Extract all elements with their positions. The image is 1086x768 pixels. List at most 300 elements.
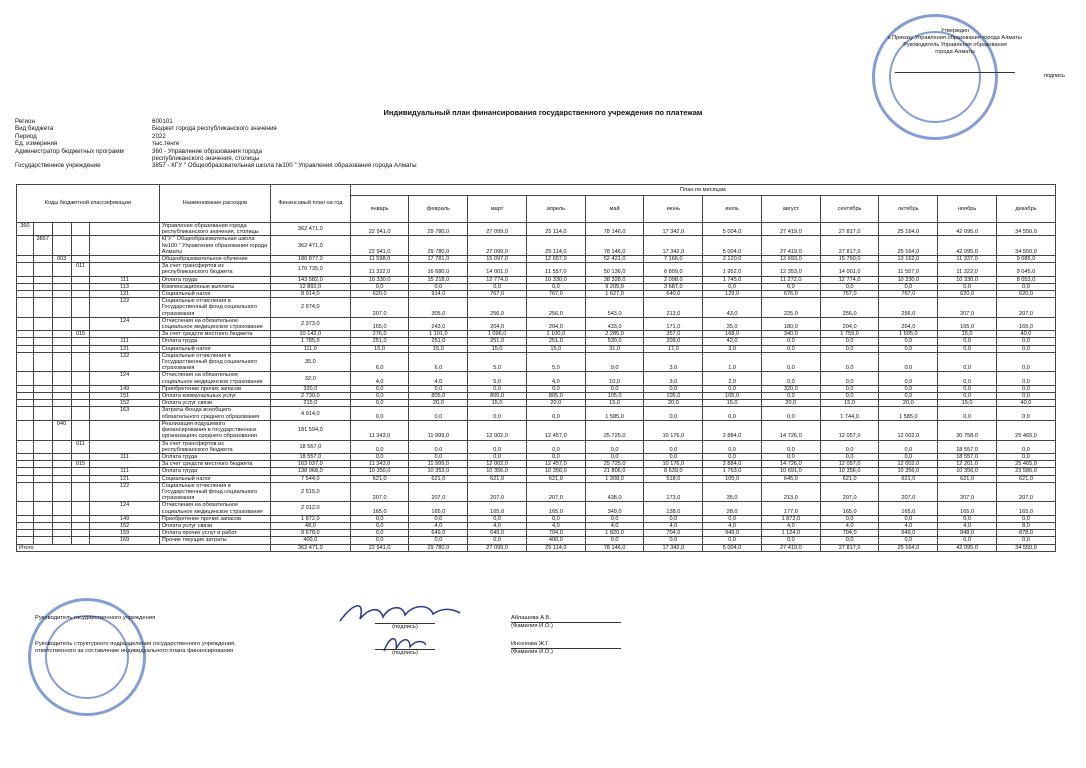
month-value-cell: 12 002,0 bbox=[468, 461, 527, 468]
month-value-cell: 0,0 bbox=[350, 400, 409, 407]
month-value-cell: 0,0 bbox=[879, 440, 938, 453]
annual-cell: 400,0 bbox=[270, 537, 350, 544]
expense-name-cell: Прочие текущие затраты bbox=[159, 537, 270, 544]
expense-name-cell: Социальные отчисления в Государственный фонд социального страхования bbox=[159, 298, 270, 318]
month-value-cell: 251,0 bbox=[526, 338, 585, 345]
code-cell bbox=[71, 298, 90, 318]
month-value-cell: 207,0 bbox=[409, 482, 468, 502]
month-value-cell: 0,0 bbox=[350, 453, 409, 460]
month-value-cell: 11 272,0 bbox=[761, 276, 820, 283]
annual-cell: 48,0 bbox=[270, 522, 350, 529]
expense-name-cell: Оплата труда bbox=[159, 453, 270, 460]
code-cell bbox=[33, 515, 52, 522]
expense-name-cell: Социальный налог bbox=[159, 475, 270, 482]
month-value-cell: 0,0 bbox=[526, 453, 585, 460]
month-value-cell: 0,0 bbox=[820, 352, 879, 372]
month-value-cell: 10 356,0 bbox=[879, 468, 938, 475]
code-cell bbox=[52, 530, 71, 537]
table-row bbox=[17, 482, 1056, 502]
month-value-cell: 0,0 bbox=[761, 393, 820, 400]
month-value-cell: 17,0 bbox=[644, 345, 703, 352]
code-cell bbox=[52, 317, 71, 330]
month-value-cell: 11 343,0 bbox=[350, 461, 409, 468]
header-month: декабрь bbox=[996, 196, 1055, 223]
meta-label: Регион bbox=[15, 118, 35, 125]
expense-name-cell: Оплата услуг связи bbox=[159, 522, 270, 529]
month-value-cell: 767,0 bbox=[820, 291, 879, 298]
month-value-cell: 676,0 bbox=[761, 291, 820, 298]
code-cell: 011 bbox=[71, 263, 90, 276]
annual-cell: 1 872,0 bbox=[270, 515, 350, 522]
month-value-cell: 0,0 bbox=[350, 283, 409, 290]
month-value-cell: 15 218,0 bbox=[409, 276, 468, 283]
month-value-cell: 105,0 bbox=[703, 393, 762, 400]
month-value-cell: 129,0 bbox=[703, 291, 762, 298]
month-value-cell: 0,0 bbox=[703, 385, 762, 392]
month-value-cell: 848,0 bbox=[938, 530, 997, 537]
month-value-cell: 0,0 bbox=[820, 372, 879, 385]
annual-cell: 163 037,0 bbox=[270, 461, 350, 468]
month-value-cell: 0,0 bbox=[761, 537, 820, 544]
month-value-cell: 17 342,0 bbox=[644, 223, 703, 236]
header-month: август bbox=[761, 196, 820, 223]
month-value-cell: 207,0 bbox=[996, 482, 1055, 502]
code-cell bbox=[17, 236, 34, 256]
month-value-cell: 25 114,0 bbox=[526, 223, 585, 236]
expense-name-cell: КГУ " Общеобразовательная школа №100 " Управления образования города Алматы bbox=[159, 236, 270, 256]
code-cell bbox=[33, 385, 52, 392]
month-value-cell: 0,0 bbox=[350, 385, 409, 392]
expense-name-cell: Компенсационные выплаты bbox=[159, 283, 270, 290]
code-cell: 111 bbox=[90, 338, 159, 345]
month-value-cell: 165,0 bbox=[409, 502, 468, 515]
month-value-cell: 42,0 bbox=[703, 338, 762, 345]
month-value-cell: 15,0 bbox=[468, 400, 527, 407]
month-value-cell: 767,0 bbox=[526, 291, 585, 298]
month-value-cell: 0,0 bbox=[644, 385, 703, 392]
month-value-cell: 209,0 bbox=[644, 338, 703, 345]
month-value-cell: 18 557,0 bbox=[938, 440, 997, 453]
month-value-cell: 0,0 bbox=[409, 537, 468, 544]
month-value-cell: 0,0 bbox=[703, 453, 762, 460]
month-value-cell: 7 166,0 bbox=[644, 256, 703, 263]
expense-name-cell: Управление образования города республиканского значения, столицы bbox=[159, 223, 270, 236]
month-value-cell: 2 120,0 bbox=[703, 256, 762, 263]
month-value-cell: 15 760,0 bbox=[820, 256, 879, 263]
total-month-cell: 17 342,0 bbox=[644, 544, 703, 551]
annual-cell: 2 515,0 bbox=[270, 482, 350, 502]
total-annual-cell: 362 471,0 bbox=[270, 544, 350, 551]
month-value-cell: 20,0 bbox=[526, 400, 585, 407]
month-value-cell: 23 586,0 bbox=[996, 468, 1055, 475]
month-value-cell: 0,0 bbox=[585, 515, 644, 522]
month-value-cell: 949,0 bbox=[703, 530, 762, 537]
code-cell bbox=[17, 482, 34, 502]
month-value-cell: 704,0 bbox=[526, 530, 585, 537]
month-value-cell: 3,0 bbox=[644, 352, 703, 372]
meta-value: тыс.тенге bbox=[152, 140, 180, 148]
month-value-cell: 0,0 bbox=[526, 407, 585, 420]
month-value-cell: 180,0 bbox=[761, 317, 820, 330]
annual-cell: 7 544,0 bbox=[270, 475, 350, 482]
month-value-cell: 12 057,0 bbox=[820, 420, 879, 440]
month-value-cell: 914,0 bbox=[409, 291, 468, 298]
document-meta bbox=[15, 118, 417, 170]
month-value-cell: 6 809,0 bbox=[644, 263, 703, 276]
annual-cell: 18 557,0 bbox=[270, 440, 350, 453]
code-cell bbox=[17, 385, 34, 392]
month-value-cell: 0,0 bbox=[644, 515, 703, 522]
signature-row bbox=[35, 613, 675, 639]
signature-area bbox=[35, 613, 675, 665]
code-cell: 003 bbox=[52, 256, 71, 263]
code-cell bbox=[33, 440, 52, 453]
code-cell: 149 bbox=[90, 385, 159, 392]
month-value-cell: 0,0 bbox=[644, 537, 703, 544]
code-cell bbox=[33, 482, 52, 502]
month-value-cell: 0,0 bbox=[761, 338, 820, 345]
month-value-cell: 17 342,0 bbox=[644, 236, 703, 256]
month-value-cell: 29 780,0 bbox=[409, 223, 468, 236]
month-value-cell: 0,0 bbox=[879, 338, 938, 345]
month-value-cell: 621,0 bbox=[350, 475, 409, 482]
month-value-cell: 165,0 bbox=[996, 502, 1055, 515]
month-value-cell: 0,0 bbox=[879, 283, 938, 290]
annual-cell: 18 557,0 bbox=[270, 453, 350, 460]
code-cell bbox=[71, 393, 90, 400]
header-month: ноябрь bbox=[938, 196, 997, 223]
code-cell bbox=[71, 482, 90, 502]
month-value-cell: 0,0 bbox=[703, 407, 762, 420]
month-value-cell: 2,0 bbox=[703, 372, 762, 385]
code-cell: 122 bbox=[90, 298, 159, 318]
month-value-cell: 767,0 bbox=[468, 291, 527, 298]
code-cell bbox=[33, 468, 52, 475]
code-cell bbox=[52, 407, 71, 420]
month-value-cell: 1 308,0 bbox=[585, 475, 644, 482]
signature-caption: (подпись) bbox=[375, 649, 435, 657]
month-value-cell: 649,0 bbox=[468, 530, 527, 537]
month-value-cell: 0,0 bbox=[879, 372, 938, 385]
month-value-cell: 4,0 bbox=[409, 522, 468, 529]
month-value-cell: 0,0 bbox=[468, 515, 527, 522]
table-row bbox=[17, 291, 1056, 298]
month-value-cell: 27 817,0 bbox=[820, 223, 879, 236]
code-cell bbox=[33, 453, 52, 460]
code-cell bbox=[90, 263, 159, 276]
month-value-cell: 207,0 bbox=[879, 482, 938, 502]
month-value-cell: 9 205,0 bbox=[585, 283, 644, 290]
code-cell bbox=[71, 515, 90, 522]
code-cell: 015 bbox=[71, 331, 90, 338]
code-cell bbox=[52, 468, 71, 475]
expense-name-cell: Социальный налог bbox=[159, 291, 270, 298]
code-cell bbox=[17, 453, 34, 460]
month-value-cell: 204,0 bbox=[879, 317, 938, 330]
meta-row-period bbox=[15, 133, 417, 140]
total-month-cell: 22 941,0 bbox=[350, 544, 409, 551]
month-value-cell: 256,0 bbox=[526, 298, 585, 318]
annual-cell: 362 471,0 bbox=[270, 223, 350, 236]
month-value-cell: 0,0 bbox=[761, 283, 820, 290]
month-value-cell: 251,0 bbox=[409, 338, 468, 345]
code-cell bbox=[17, 393, 34, 400]
expense-name-cell: Отчисления на обязательное социальное медицинское страхование bbox=[159, 317, 270, 330]
month-value-cell: 10 356,0 bbox=[820, 468, 879, 475]
expense-name-cell: Оплата труда bbox=[159, 276, 270, 283]
month-value-cell: 0,0 bbox=[761, 407, 820, 420]
annual-cell: 35,0 bbox=[270, 352, 350, 372]
code-cell: 122 bbox=[90, 482, 159, 502]
header-month: январь bbox=[350, 196, 409, 223]
month-value-cell: 20,0 bbox=[879, 400, 938, 407]
code-cell bbox=[17, 317, 34, 330]
month-value-cell: 105,0 bbox=[703, 475, 762, 482]
month-value-cell: 12 002,0 bbox=[468, 420, 527, 440]
month-value-cell: 649,0 bbox=[879, 530, 938, 537]
month-value-cell: 0,0 bbox=[938, 407, 997, 420]
expense-name-cell: Социальные отчисления в Государственный фонд социального страхования bbox=[159, 482, 270, 502]
month-value-cell: 12 693,0 bbox=[761, 256, 820, 263]
total-month-cell: 27 817,0 bbox=[820, 544, 879, 551]
table-row bbox=[17, 338, 1056, 345]
month-value-cell: 11 598,0 bbox=[350, 256, 409, 263]
total-month-cell: 27 419,0 bbox=[761, 544, 820, 551]
code-cell bbox=[33, 298, 52, 318]
total-month-cell: 34 550,0 bbox=[996, 544, 1055, 551]
month-value-cell: 0,0 bbox=[996, 453, 1055, 460]
code-cell bbox=[52, 482, 71, 502]
month-value-cell: 438,0 bbox=[585, 482, 644, 502]
month-value-cell: 251,0 bbox=[350, 338, 409, 345]
month-value-cell: 0,0 bbox=[585, 440, 644, 453]
month-value-cell: 357,0 bbox=[644, 331, 703, 338]
month-value-cell: 805,0 bbox=[468, 393, 527, 400]
code-cell bbox=[33, 407, 52, 420]
code-cell bbox=[33, 256, 52, 263]
code-cell bbox=[52, 502, 71, 515]
code-cell bbox=[17, 468, 34, 475]
month-value-cell: 12 201,0 bbox=[938, 461, 997, 468]
month-value-cell: 138,0 bbox=[644, 502, 703, 515]
month-value-cell: 4,0 bbox=[644, 522, 703, 529]
month-value-cell: 1 745,0 bbox=[703, 276, 762, 283]
annual-cell: 1 785,0 bbox=[270, 338, 350, 345]
code-cell bbox=[17, 331, 34, 338]
code-cell bbox=[33, 338, 52, 345]
month-value-cell: 1 627,0 bbox=[585, 291, 644, 298]
month-value-cell: 0,0 bbox=[644, 440, 703, 453]
month-value-cell: 11 999,0 bbox=[409, 461, 468, 468]
code-cell: 152 bbox=[90, 400, 159, 407]
meta-row-administrator bbox=[15, 148, 417, 163]
month-value-cell: 11 557,0 bbox=[879, 263, 938, 276]
table-row bbox=[17, 475, 1056, 482]
table-row bbox=[17, 537, 1056, 544]
header-month: март bbox=[468, 196, 527, 223]
month-value-cell: 0,0 bbox=[996, 537, 1055, 544]
month-value-cell: 0,0 bbox=[996, 338, 1055, 345]
approval-line-3: Руководитель Управления образования bbox=[903, 42, 1007, 48]
code-cell bbox=[71, 276, 90, 283]
month-value-cell: 4,0 bbox=[468, 522, 527, 529]
month-value-cell: 25 114,0 bbox=[526, 236, 585, 256]
month-value-cell: 621,0 bbox=[468, 475, 527, 482]
month-value-cell: 0,0 bbox=[468, 385, 527, 392]
code-cell bbox=[52, 263, 71, 276]
total-month-cell: 27 099,0 bbox=[468, 544, 527, 551]
expense-name-cell: Общеобразовательное обучение bbox=[159, 256, 270, 263]
month-value-cell: 0,0 bbox=[409, 453, 468, 460]
month-value-cell: 2 098,0 bbox=[644, 276, 703, 283]
month-value-cell: 4,0 bbox=[879, 522, 938, 529]
month-value-cell: 3,0 bbox=[644, 372, 703, 385]
month-value-cell: 207,0 bbox=[350, 298, 409, 318]
month-value-cell: 20,0 bbox=[644, 400, 703, 407]
month-value-cell: 433,0 bbox=[585, 317, 644, 330]
header-codes: Коды бюджетной классификации bbox=[17, 185, 160, 223]
month-value-cell: 8 639,0 bbox=[644, 468, 703, 475]
code-cell bbox=[17, 256, 34, 263]
code-cell bbox=[52, 338, 71, 345]
code-cell bbox=[17, 522, 34, 529]
month-value-cell: 1 585,0 bbox=[585, 407, 644, 420]
month-value-cell: 3 687,0 bbox=[644, 283, 703, 290]
month-value-cell: 4,0 bbox=[585, 522, 644, 529]
code-cell bbox=[90, 440, 159, 453]
approval-line-4: города Алматы bbox=[935, 49, 975, 55]
code-cell bbox=[71, 352, 90, 372]
signature-fio-block bbox=[511, 615, 621, 630]
month-value-cell: 15,0 bbox=[468, 345, 527, 352]
code-cell bbox=[33, 530, 52, 537]
month-value-cell: 15,0 bbox=[938, 400, 997, 407]
month-value-cell: 0,0 bbox=[996, 345, 1055, 352]
table-row bbox=[17, 453, 1056, 460]
month-value-cell: 12 774,0 bbox=[820, 276, 879, 283]
month-value-cell: 15,0 bbox=[526, 345, 585, 352]
month-value-cell: 14 001,0 bbox=[468, 263, 527, 276]
month-value-cell: 27 817,0 bbox=[820, 236, 879, 256]
month-value-cell: 165,0 bbox=[938, 317, 997, 330]
table-row bbox=[17, 393, 1056, 400]
month-value-cell: 27 099,0 bbox=[468, 223, 527, 236]
month-value-cell: 0,0 bbox=[996, 515, 1055, 522]
month-value-cell: 1 820,0 bbox=[585, 530, 644, 537]
month-value-cell: 0,0 bbox=[938, 393, 997, 400]
month-value-cell: 177,0 bbox=[761, 502, 820, 515]
month-value-cell: 320,0 bbox=[761, 385, 820, 392]
table-row bbox=[17, 515, 1056, 522]
month-value-cell: 12 457,0 bbox=[526, 461, 585, 468]
annual-cell: 181 594,0 bbox=[270, 420, 350, 440]
month-value-cell: 12 057,0 bbox=[820, 461, 879, 468]
code-cell bbox=[33, 291, 52, 298]
month-value-cell: 25 725,0 bbox=[585, 420, 644, 440]
month-value-cell: 243,0 bbox=[409, 317, 468, 330]
code-cell bbox=[52, 331, 71, 338]
month-value-cell: 4,0 bbox=[761, 522, 820, 529]
month-value-cell: 12 353,0 bbox=[761, 263, 820, 276]
month-value-cell: 5 004,0 bbox=[703, 236, 762, 256]
annual-cell: 143 582,0 bbox=[270, 276, 350, 283]
code-cell bbox=[17, 515, 34, 522]
month-value-cell: 34 550,0 bbox=[996, 236, 1055, 256]
annual-cell: 8 914,0 bbox=[270, 291, 350, 298]
code-cell: 011 bbox=[71, 440, 90, 453]
code-cell bbox=[71, 338, 90, 345]
expense-name-cell: За счет средств местного бюджета bbox=[159, 461, 270, 468]
table-row bbox=[17, 530, 1056, 537]
month-value-cell: 0,0 bbox=[761, 453, 820, 460]
code-cell bbox=[33, 345, 52, 352]
month-value-cell: 0,0 bbox=[996, 393, 1055, 400]
code-cell bbox=[33, 522, 52, 529]
code-cell bbox=[71, 283, 90, 290]
table-row bbox=[17, 298, 1056, 318]
month-value-cell: 20,0 bbox=[409, 400, 468, 407]
month-value-cell: 4,0 bbox=[703, 522, 762, 529]
month-value-cell: 173,0 bbox=[644, 482, 703, 502]
code-cell bbox=[52, 385, 71, 392]
header-month: май bbox=[585, 196, 644, 223]
code-cell bbox=[33, 502, 52, 515]
month-value-cell: 0,0 bbox=[409, 407, 468, 420]
month-value-cell: 207,0 bbox=[468, 482, 527, 502]
total-month-cell: 42 095,0 bbox=[938, 544, 997, 551]
code-cell bbox=[90, 256, 159, 263]
month-value-cell: 22 941,0 bbox=[350, 223, 409, 236]
month-value-cell: 518,0 bbox=[644, 475, 703, 482]
month-value-cell: 10 356,0 bbox=[526, 468, 585, 475]
month-value-cell: 27 099,0 bbox=[468, 236, 527, 256]
code-cell bbox=[90, 420, 159, 440]
month-value-cell: 4,0 bbox=[350, 372, 409, 385]
month-value-cell: 10 176,0 bbox=[644, 461, 703, 468]
header-name: Наименование расходов bbox=[159, 185, 270, 223]
code-cell bbox=[71, 407, 90, 420]
annual-cell: 10 142,0 bbox=[270, 331, 350, 338]
annual-cell: 4 914,0 bbox=[270, 407, 350, 420]
month-value-cell: 18 557,0 bbox=[938, 453, 997, 460]
month-value-cell: 4,0 bbox=[526, 522, 585, 529]
code-cell bbox=[17, 283, 34, 290]
code-cell: 159 bbox=[90, 530, 159, 537]
table-row bbox=[17, 502, 1056, 515]
month-value-cell: 14 726,0 bbox=[761, 420, 820, 440]
month-value-cell: 649,0 bbox=[409, 530, 468, 537]
code-cell bbox=[52, 515, 71, 522]
code-cell bbox=[17, 502, 34, 515]
table-row bbox=[17, 223, 1056, 236]
month-value-cell: 400,0 bbox=[526, 537, 585, 544]
code-cell: 113 bbox=[90, 283, 159, 290]
month-value-cell: 0,0 bbox=[468, 453, 527, 460]
code-cell bbox=[33, 331, 52, 338]
month-value-cell: 878,0 bbox=[996, 530, 1055, 537]
annual-cell: 170 735,0 bbox=[270, 263, 350, 276]
code-cell bbox=[52, 291, 71, 298]
code-cell: 151 bbox=[90, 393, 159, 400]
month-value-cell: 14 726,0 bbox=[761, 461, 820, 468]
month-value-cell: 15,0 bbox=[585, 400, 644, 407]
meta-label: Вид бюджета bbox=[15, 125, 54, 133]
month-value-cell: 0,0 bbox=[409, 283, 468, 290]
code-cell bbox=[71, 502, 90, 515]
code-cell: 169 bbox=[90, 537, 159, 544]
approval-block bbox=[845, 28, 1065, 80]
month-value-cell: 340,0 bbox=[761, 331, 820, 338]
